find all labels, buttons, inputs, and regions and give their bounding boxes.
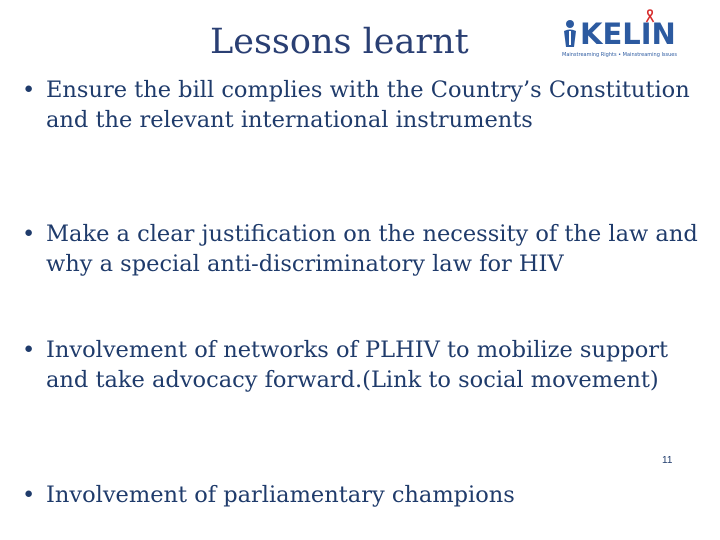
bullet-marker: • xyxy=(22,77,36,103)
logo-wordmark: KELIN xyxy=(580,17,676,51)
bullet-marker: • xyxy=(22,337,36,363)
bullet-item xyxy=(20,219,700,279)
bullet-marker: • xyxy=(22,482,36,508)
bullet-text: Involvement of parliamentary champions xyxy=(46,482,515,508)
bullet-text: Make a clear justification on the necessity of the law and why a special anti-discriminatory law for HIV xyxy=(46,221,698,277)
kelin-logo xyxy=(560,15,680,65)
slide-title: Lessons learnt xyxy=(210,22,469,62)
bullet-marker: • xyxy=(22,221,36,247)
bullet-item xyxy=(20,335,700,395)
bullet-text: Ensure the bill complies with the Country’s Constitution and the relevant international instruments xyxy=(46,77,690,133)
bullet-item xyxy=(20,75,700,135)
bullet-item xyxy=(20,480,700,510)
bullet-text: Involvement of networks of PLHIV to mobilize support and take advocacy forward.(Link to social movement) xyxy=(46,337,669,393)
red-ribbon-icon xyxy=(645,9,655,23)
person-figure-icon xyxy=(562,19,578,49)
page-number: 11 xyxy=(662,455,673,466)
logo-tagline: Mainstreaming Rights • Mainstreaming Issues xyxy=(562,52,677,58)
